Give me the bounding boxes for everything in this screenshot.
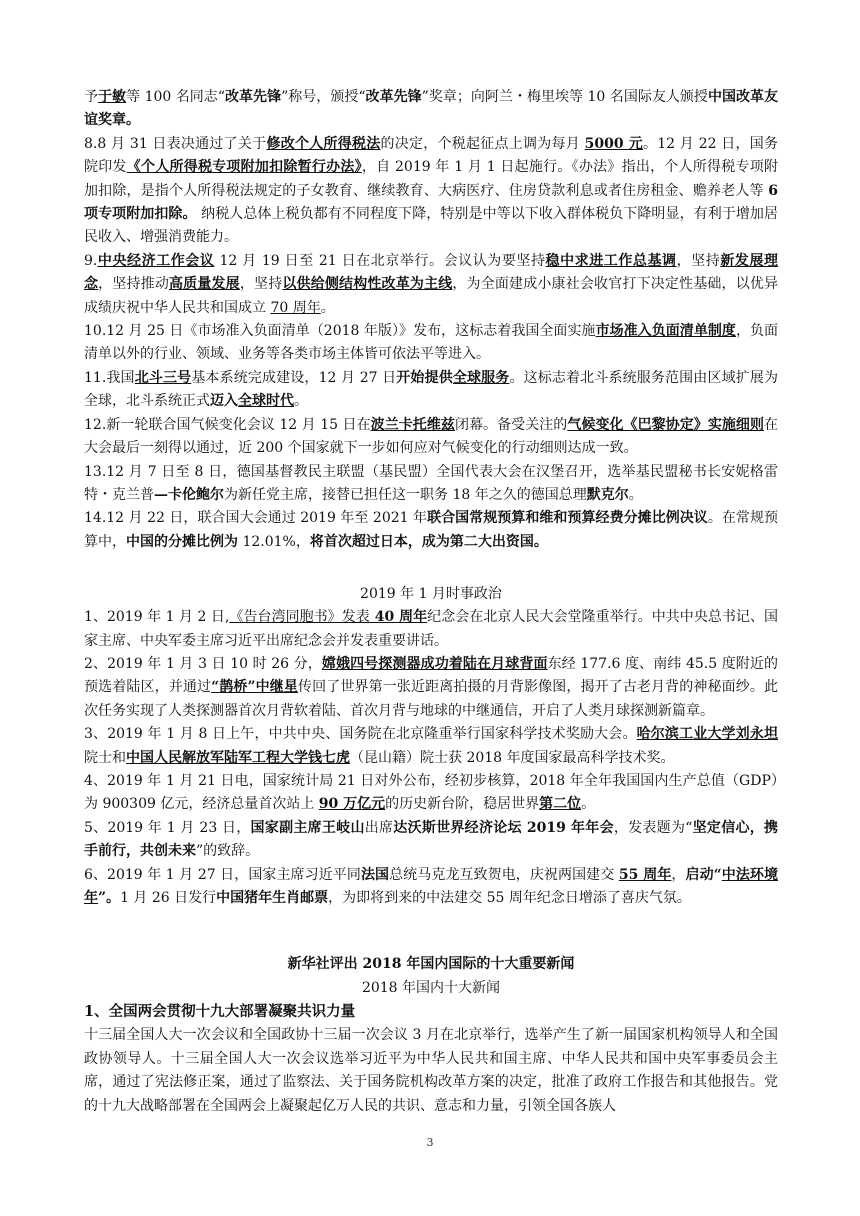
text-run: ，为全面建成小康社会收官打下决定性基础，以优异成绩庆祝中华人民共和国成立 bbox=[84, 276, 779, 316]
text-run: 以供给侧结构性改革为主线 bbox=[282, 276, 453, 293]
text-run: 纪念会在北京人民大会堂隆重举行。中共中央总书记、国家主席、中央军委主席习近平出席纪念会并发表重要讲话。 bbox=[84, 609, 779, 649]
text-run: 1、2019 年 1 月 2 日, bbox=[84, 609, 230, 626]
text-run: 总统马克龙互致贺电，庆祝两国建交 bbox=[389, 866, 619, 883]
text-run: 的历史新台阶，稳居世界 bbox=[385, 796, 540, 813]
text-run: 改革先锋 bbox=[224, 89, 282, 105]
page-number: 3 bbox=[426, 1136, 434, 1149]
text-run: 法国 bbox=[360, 866, 390, 883]
paragraph-jan-3 bbox=[84, 723, 778, 770]
text-run: 北斗三号 bbox=[134, 369, 192, 386]
text-run: 中国改革友谊奖章。 bbox=[84, 89, 779, 129]
text-run: 院士和 bbox=[84, 749, 126, 766]
text-run: 。在常规预算中， bbox=[84, 510, 779, 550]
text-run: 开始提供 bbox=[396, 369, 453, 386]
text-run: 国家副主席王岐山 bbox=[250, 819, 365, 836]
text-run: 等 100 名同志“ bbox=[126, 89, 225, 105]
text-run: 将首次超过日本，成为第二大出资国。 bbox=[309, 533, 548, 550]
text-run: 联合国常规预算和维和预算经费分摊比例决议 bbox=[427, 510, 708, 527]
text-run: 90 万亿元 bbox=[318, 796, 386, 813]
text-run: 5、2019 年 1 月 23 日， bbox=[84, 819, 251, 836]
paragraph-item9 bbox=[84, 250, 778, 320]
document-page bbox=[84, 86, 778, 1118]
text-run: 70 周年 bbox=[270, 299, 321, 316]
text-run: 坚定信心，携手前行，共创未来 bbox=[84, 819, 779, 860]
text-run: 中国人民解放军陆军工程大学钱七虎 bbox=[126, 749, 350, 766]
text-run: 中法环境年 bbox=[84, 866, 779, 906]
text-run: 改革先锋 bbox=[365, 89, 422, 105]
text-run: 《个人所得税专项附加扣除暂行办法》 bbox=[126, 159, 362, 176]
text-run: 气候变化《巴黎协定》实施细则 bbox=[567, 416, 765, 433]
text-run: 默克尔 bbox=[586, 486, 629, 503]
text-run: 哈尔滨工业大学刘永坦 bbox=[636, 726, 778, 743]
text-run: ，坚持 bbox=[676, 252, 721, 269]
text-run: 中国猪年生肖邮票 bbox=[216, 890, 329, 906]
paragraph-jan-5 bbox=[84, 817, 778, 864]
text-run: “鹊桥”中继星 bbox=[211, 679, 299, 696]
paragraph-item11 bbox=[84, 367, 778, 414]
text-run: 的决定，个税起征点上调为每月 bbox=[380, 135, 585, 152]
text-run: 。12 月 22 日，国务院印发 bbox=[84, 135, 779, 176]
text-run: 高质量发展 bbox=[169, 276, 240, 293]
text-run: 6 项专项附加扣除。 bbox=[84, 182, 778, 223]
xinhua-news-heading-1: 1、全国两会贯彻十九大部署凝聚共识力量 bbox=[84, 1003, 356, 1021]
text-run: 8.8 月 31 日表决通过了关于 bbox=[84, 135, 267, 152]
text-run: ”的致辞。 bbox=[196, 843, 260, 860]
text-run: 嫦娥四号探测器成功着陆在月球背面 bbox=[321, 655, 548, 672]
paragraph-item13 bbox=[84, 461, 778, 508]
text-run: 稳中求进工作总基调 bbox=[545, 252, 677, 269]
text-run: 12.新一轮联合国气候变化会议 12 月 15 日在 bbox=[84, 416, 371, 433]
text-run: 东经 177.6 度、南纬 45.5 度附近的预选着陆区，并通过 bbox=[84, 655, 779, 696]
text-run: 4、2019 年 1 月 21 日电，国家统计局 21 日对外公布，经初步核算，2018 年全年我国国内生产总值（GDP）为 900309 亿元，经济总量首次站上 bbox=[84, 772, 778, 813]
text-run: ，坚持 bbox=[239, 276, 283, 293]
text-run: 达沃斯世界经济论坛 2019 年年会 bbox=[393, 819, 614, 836]
text-run: ”。 bbox=[98, 890, 121, 906]
section-title-jan-2019: 2019 年 1 月时事政治 bbox=[360, 586, 502, 603]
text-run: 《告台湾同胞书》发表 bbox=[229, 609, 370, 626]
paragraph-item8 bbox=[84, 133, 778, 250]
text-run: ， bbox=[671, 866, 686, 883]
text-run: ”奖章；向阿兰・梅里埃等 10 名国际友人颁授 bbox=[421, 89, 708, 105]
text-run: 6、2019 年 1 月 27 日，国家主席习近平同 bbox=[84, 866, 361, 883]
text-run: 55 周年 bbox=[618, 866, 672, 883]
paragraph-item7-tail bbox=[84, 86, 778, 133]
text-run: 。这标志着北斗系统服务范围由区域扩展为全球，北斗系统正式 bbox=[84, 369, 779, 410]
xinhua-news-subtitle: 2018 年国内十大新闻 bbox=[361, 980, 501, 997]
text-run: （昆山籍）院士获 2018 年度国家最高科学技术奖。 bbox=[350, 749, 675, 766]
text-run: 为新任党主席，接替已担任这一职务 18 年之久的德国总理 bbox=[224, 486, 587, 503]
text-run: 中国的分摊比例为 bbox=[126, 533, 238, 550]
text-run: 在大会最后一刻得以通过，近 200 个国家就下一步如何应对气候变化的行动细则达成一致。 bbox=[84, 416, 779, 457]
text-run: 启动“ bbox=[685, 866, 722, 883]
text-run: 。 bbox=[294, 393, 308, 410]
text-run: 修改个人所得税法 bbox=[266, 135, 381, 152]
text-run: 基本系统完成建设，12 月 27 日 bbox=[191, 369, 397, 386]
paragraph-jan-1 bbox=[84, 606, 778, 653]
text-run: 纳税人总体上税负都有不同程度下降，特别是中等以下收入群体税负下降明显，有利于增加居民收入、增强消费能力。 bbox=[84, 206, 779, 246]
text-run: ，为即将到来的中法建交 55 周年纪念日增添了喜庆气氛。 bbox=[328, 890, 691, 906]
text-run: 迈入 bbox=[210, 393, 238, 410]
text-run: ”称号，颁授“ bbox=[281, 89, 366, 105]
paragraph-jan-6 bbox=[84, 864, 778, 911]
text-run: 。 bbox=[581, 796, 596, 813]
text-run: 传回了世界第一张近距离拍摄的月背影像图，揭开了古老月背的神秘面纱。此次任务实现了人类探测器首次月背软着陆、首次月背与地球的中继通信，开启了人类月球探测新篇章。 bbox=[84, 679, 779, 719]
text-run: 13.12 月 7 日至 8 日，德国基督教民主联盟（基民盟）全国代表大会在汉堡召开，选举基民盟秘书长安妮格雷特・克兰普 bbox=[84, 463, 778, 503]
xinhua-news-title: 新华社评出 2018 年国内国际的十大重要新闻 bbox=[287, 956, 575, 973]
text-run: 全球服务 bbox=[452, 369, 510, 386]
text-run: 予 bbox=[84, 89, 99, 105]
text-run: 3、2019 年 1 月 8 日上午，中共中央、国务院在北京隆重举行国家科学技术奖励大会。 bbox=[84, 726, 637, 743]
paragraph-item10 bbox=[84, 320, 778, 367]
paragraph-jan-2 bbox=[84, 653, 778, 723]
text-run: —卡伦鲍尔 bbox=[154, 486, 224, 503]
text-run: 。 bbox=[320, 299, 335, 316]
text-run: ，坚持推动 bbox=[98, 276, 170, 293]
text-run: 10.12 月 25 日《市场准入负面清单（2018 年版）》发布，这标志着我国全面实施 bbox=[84, 323, 596, 340]
text-run: 40 周年 bbox=[369, 609, 428, 626]
text-run: 14.12 月 22 日，联合国大会通过 2019 年至 2021 年 bbox=[84, 510, 428, 527]
text-run: 市场准入负面清单制度 bbox=[595, 323, 736, 340]
text-run: 波兰卡托维兹 bbox=[370, 416, 455, 433]
text-run: ，自 2019 年 1 月 1 日起施行。《办法》指出，个人所得税专项附加扣除，是指个人所得税法规定的子女教育、继续教育、大病医疗、住房贷款利息或者住房租金、赡养老人等 bbox=[84, 159, 778, 199]
text-run: 。 bbox=[628, 486, 643, 503]
text-run: 新发展理念 bbox=[84, 252, 779, 293]
text-run: 中央经济工作会议 bbox=[97, 252, 215, 269]
text-run: 闭幕。备受关注的 bbox=[454, 416, 568, 433]
text-run: ，发表题为“ bbox=[613, 819, 693, 836]
text-run: 1 月 26 日发行 bbox=[120, 890, 217, 906]
text-run: 11.我国 bbox=[84, 369, 135, 386]
text-run: 2、2019 年 1 月 3 日 10 时 26 分， bbox=[84, 655, 322, 672]
text-run: 9. bbox=[84, 252, 98, 269]
text-run: 5000 元 bbox=[584, 135, 644, 152]
text-run: ，负面清单以外的行业、领域、业务等各类市场主体皆可依法平等进入。 bbox=[84, 323, 779, 363]
text-run: 于敏 bbox=[98, 89, 127, 105]
text-run: 出席 bbox=[364, 819, 394, 836]
paragraph-item14 bbox=[84, 507, 778, 554]
text-run: 全球时代 bbox=[238, 393, 294, 410]
text-run: 12.01%， bbox=[238, 533, 310, 550]
text-run: 第二位 bbox=[539, 796, 582, 813]
text-run: 12 月 19 日至 21 日在北京举行。会议认为要坚持 bbox=[214, 252, 546, 269]
paragraph-item12 bbox=[84, 414, 778, 461]
paragraph-jan-4 bbox=[84, 770, 778, 817]
xinhua-news-body: 十三届全国人大一次会议和全国政协十三届一次会议 3 月在北京举行，选举产生了新一届国家机构领导人和全国政协领导人。十三届全国人大一次会议选举习近平为中华人民共和国主席、中华人民共和国中央军事委员会主席，通过了宪法修正案，通过了监察法、关于国务院机构改革方案的决定，批准了政府工作报告和其他报告。党的十九大战略部署在全国两会上凝聚起亿万人民的共识、意志和力量，引领全国各族人 bbox=[84, 1027, 778, 1114]
